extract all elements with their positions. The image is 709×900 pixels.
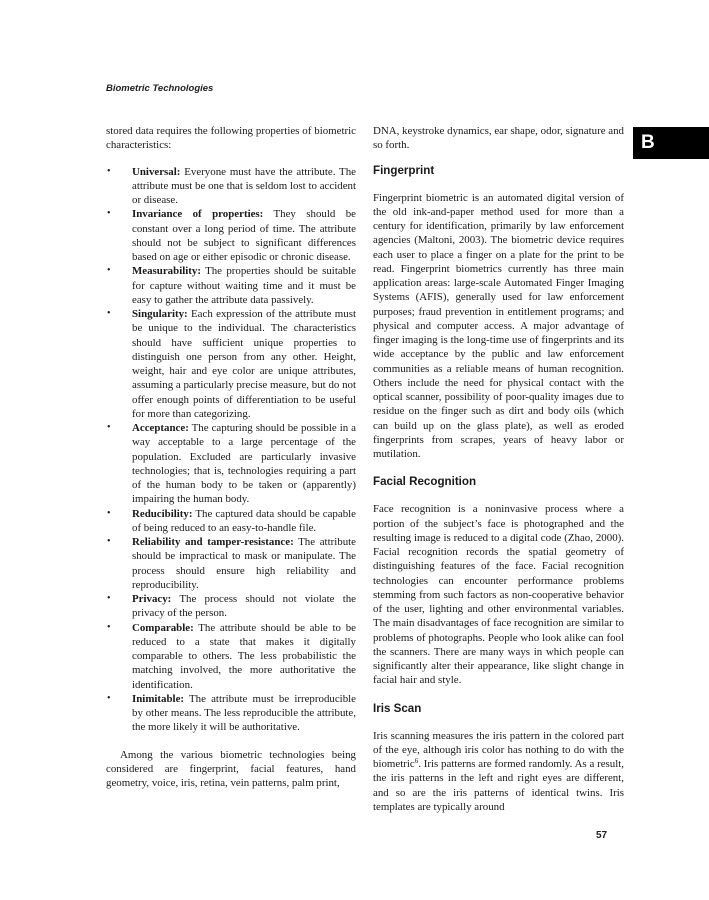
property-term: Invariance of properties: bbox=[132, 208, 264, 221]
page-number: 57 bbox=[596, 830, 608, 841]
running-head: Biometric Technologies bbox=[106, 83, 214, 94]
property-text: The captured data should be capable of being reduced to an easy-to-handle file. bbox=[132, 507, 356, 534]
iris-text-start: Iris scanning measures the iris pattern in the colored part of the eye, although iris color has nothing to do with the biometric bbox=[373, 729, 624, 770]
section-heading-iris-scan: Iris Scan bbox=[373, 701, 422, 715]
property-text: The attribute should be impractical to mask or manipulate. The process should ensure high reliability and reproducibility. bbox=[132, 536, 356, 591]
property-term: Comparable: bbox=[132, 621, 194, 634]
properties-list bbox=[106, 165, 356, 735]
iris-text-end: . Iris patterns are formed randomly. As a result, the iris patterns in the left and right eyes are different, and so are the iris patterns of identical twins. Iris templates are typically around bbox=[373, 758, 624, 813]
list-item bbox=[106, 421, 356, 507]
property-text: The attribute must be irreproducible by other means. The less reproducible the attribute, the more likely it will be authoritative. bbox=[132, 692, 356, 734]
property-term: Universal: bbox=[132, 165, 181, 178]
left-column bbox=[106, 124, 356, 790]
section-tab: B bbox=[633, 127, 709, 159]
property-term: Singularity: bbox=[132, 308, 188, 320]
footnote-marker: 6 bbox=[414, 757, 419, 765]
property-text: Each expression of the attribute must be unique to the individual. The characteristics should have sufficient unique properties to distinguish one person from any other. Height, weight, hair and eye color are unique attributes, assuming a particularly precise measure, but do not offer enough points of differentiation to be useful for more than categorizing. bbox=[132, 308, 356, 420]
facial-recognition-paragraph: Face recognition is a noninvasive process where a portion of the subject’s face is photographed and the resulting image is reduced to a digital code (Zhao, 2000). Facial recognition records the spatial geometry of distinguishing features of the face. Facial recognition technologies can encounter performance problems stemming from such factors as non-cooperative behavior of the user, lighting and other environmental variables. The main disadvantages of face recognition are similar to problems of photographs. People who look alike can fool the scanners. There are many ways in which people can significantly alter their appearance, like slight change in facial hair and style. bbox=[373, 503, 624, 687]
property-term: Reducibility: bbox=[132, 507, 193, 520]
list-item bbox=[106, 621, 356, 692]
section-heading-facial-recognition: Facial Recognition bbox=[373, 475, 477, 489]
list-item bbox=[106, 692, 356, 735]
property-term: Reliability and tamper-resistance: bbox=[132, 536, 294, 548]
property-text: The properties should be suitable for capture without waiting time and it must be easy to gather the attribute data passively. bbox=[132, 265, 356, 306]
property-text: The process should not violate the privacy of the person. bbox=[132, 593, 356, 620]
list-item bbox=[106, 264, 356, 307]
property-term: Measurability: bbox=[132, 265, 201, 278]
iris-scan-paragraph bbox=[373, 729, 624, 815]
intro-paragraph: stored data requires the following properties of biometric characteristics: bbox=[106, 125, 356, 152]
property-text: Everyone must have the attribute. The attribute must be one that is seldom lost to accident or disease. bbox=[132, 165, 356, 206]
section-heading-fingerprint: Fingerprint bbox=[373, 163, 435, 177]
property-text: They should be constant over a long period of time. The attribute should not be subject to significant differences based on age or either episodic or chronic disease. bbox=[132, 208, 356, 263]
list-item bbox=[106, 165, 356, 208]
property-text: The attribute should be able to be reduced to a state that makes it digitally comparable to others. The less probabilistic the matching involved, the more authoritative the identification. bbox=[132, 621, 356, 691]
list-item bbox=[106, 307, 356, 421]
continuation-paragraph: DNA, keystroke dynamics, ear shape, odor, signature and so forth. bbox=[373, 125, 624, 152]
property-text: The capturing should be possible in a way acceptable to a large percentage of the population. Excluded are particularly invasive technologies; that is, technologies requiring a part of the human body to be taken or (apparently) impairing the human body. bbox=[132, 422, 356, 506]
property-term: Inimitable: bbox=[132, 692, 185, 705]
list-item bbox=[106, 592, 356, 621]
closing-paragraph: Among the various biometric technologies being considered are fingerprint, facial features, hand geometry, voice, iris, retina, vein patterns, palm print, bbox=[106, 748, 356, 789]
property-term: Acceptance: bbox=[132, 422, 189, 434]
list-item bbox=[106, 207, 356, 264]
property-term: Privacy: bbox=[132, 593, 172, 605]
list-item bbox=[106, 535, 356, 592]
fingerprint-paragraph: Fingerprint biometric is an automated digital version of the old ink-and-paper method used for more than a century for identification, primarily by law enforcement agencies (Maltoni, 2003). The biometric device requires each user to place a finger on a plate for the print to be read. Fingerprint biometrics currently has three main application areas: large-scale Automated Finger Imaging Systems (AFIS), generally used for law enforcement purposes; fraud prevention in entitlement programs; and physical and computer access. A major advantage of finger imaging is the long-time use of fingerprints and its wide acceptance by the public and law enforcement communities as a reliable means of human recognition. Others include the need for physical contact with the optical scanner, possibility of poor-quality images due to residue on the finger such as dirt and body oils (which can build up on the glass plate), as well as eroded fingerprints from scrapes, years of heavy labor or mutilation. bbox=[373, 191, 624, 460]
right-column bbox=[373, 124, 624, 814]
list-item bbox=[106, 507, 356, 536]
